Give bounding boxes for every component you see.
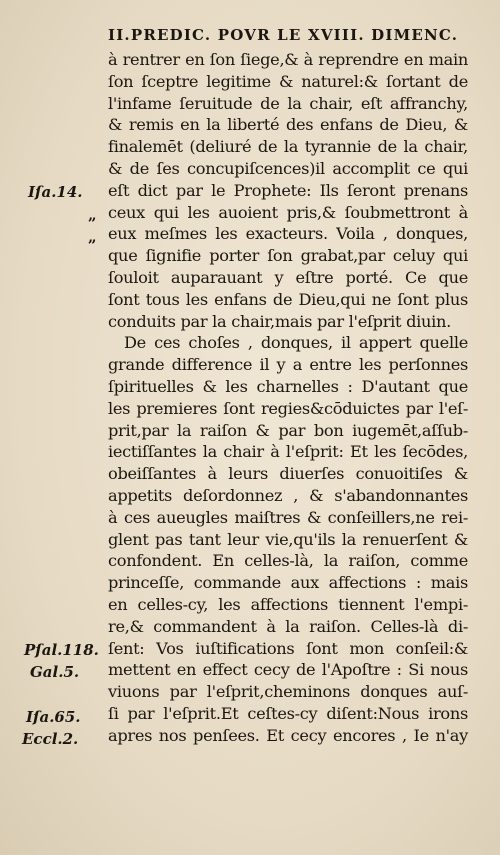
text-line: glent pas tant leur vie,qu'ils la renuerſent & bbox=[108, 529, 468, 549]
text-line: eſt dict par le Prophete: Ils ſeront prenans bbox=[108, 180, 468, 200]
quote-mark: „ bbox=[88, 206, 97, 224]
text-line: finalemēt (deliuré de la tyrannie de la chair, bbox=[108, 137, 468, 157]
text-line: l'infame ſeruitude de la chair, eſt affranchy, bbox=[108, 93, 468, 113]
margin-note: Eccl.2. bbox=[22, 730, 79, 748]
text-line: à rentrer en ſon ſiege,& à reprendre en main bbox=[108, 50, 468, 69]
text-line: viuons par l'eſprit,cheminons donques auſ- bbox=[108, 682, 468, 702]
body-text bbox=[108, 49, 468, 747]
margin-note: Pſal.118. bbox=[24, 641, 99, 659]
text-line: grande difference il y a entre les perſonnes bbox=[108, 355, 468, 375]
text-line: ſon ſceptre legitime & naturel:& ſortant de bbox=[108, 71, 468, 91]
text-line: ſouloit auparauant y eſtre porté. Ce que bbox=[108, 267, 468, 287]
text-line: obeiſſantes à leurs diuerſes conuoitiſes & bbox=[108, 464, 468, 484]
text-line: appetits deſordonnez , & s'abandonnantes bbox=[108, 485, 468, 505]
quote-mark: „ bbox=[88, 228, 97, 246]
text-line: confondent. En celles-là, la raiſon, comme bbox=[108, 551, 468, 571]
text-line: les premieres ſont regies&cōduictes par l'eſ- bbox=[108, 398, 468, 418]
text-line: eux meſmes les exacteurs. Voila , donques, bbox=[108, 224, 468, 244]
margin-note: Iſa.14. bbox=[28, 183, 83, 201]
text-line: que ſignifie porter ſon grabat,par celuy qui bbox=[108, 246, 468, 266]
text-line: iectiſſantes la chair à l'eſprit: Et les ſecōdes, bbox=[108, 442, 468, 462]
margin-note: Iſa.65. bbox=[26, 708, 81, 726]
text-line: à ces aueugles maiſtres & conſeillers,ne rei- bbox=[108, 507, 468, 527]
text-line: & de ſes concupiſcences)il accomplit ce qui bbox=[108, 158, 468, 178]
text-line: mettent en effect cecy de l'Apoſtre : Si nous bbox=[108, 660, 468, 680]
text-line: ceux qui les auoient pris,& ſoubmettront à bbox=[108, 202, 468, 222]
text-line: ſont tous les enfans de Dieu,qui ne ſont plus bbox=[108, 289, 468, 309]
text-line: ſpirituelles & les charnelles : D'autant que bbox=[108, 376, 468, 396]
margin-note: Gal.5. bbox=[30, 663, 80, 681]
text-line: ſi par l'eſprit.Et ceſtes-cy diſent:Nous irons bbox=[108, 703, 468, 723]
text-line: conduits par la chair,mais par l'eſprit diuin. bbox=[108, 311, 452, 331]
text-line: prit,par la raiſon & par bon iugemēt,aſſub- bbox=[108, 420, 468, 440]
text-line: & remis en la liberté des enfans de Dieu, & bbox=[108, 115, 468, 135]
text-line: De ces choſes , donques, il appert quelle bbox=[124, 333, 468, 353]
text-line: apres nos penſees. Et cecy encores , Ie n'ay bbox=[108, 725, 468, 745]
text-line: en celles-cy, les affections tiennent l'empi- bbox=[108, 594, 468, 614]
text-line: re,& commandent à la raiſon. Celles-là di- bbox=[108, 616, 468, 636]
text-line: princeſſe, commande aux affections : mais bbox=[108, 573, 468, 593]
running-head: II.PREDIC. POVR LE XVIII. DIMENC. bbox=[108, 26, 459, 44]
text-line: ſent: Vos iuſtifications ſont mon conſeil:& bbox=[108, 638, 468, 658]
